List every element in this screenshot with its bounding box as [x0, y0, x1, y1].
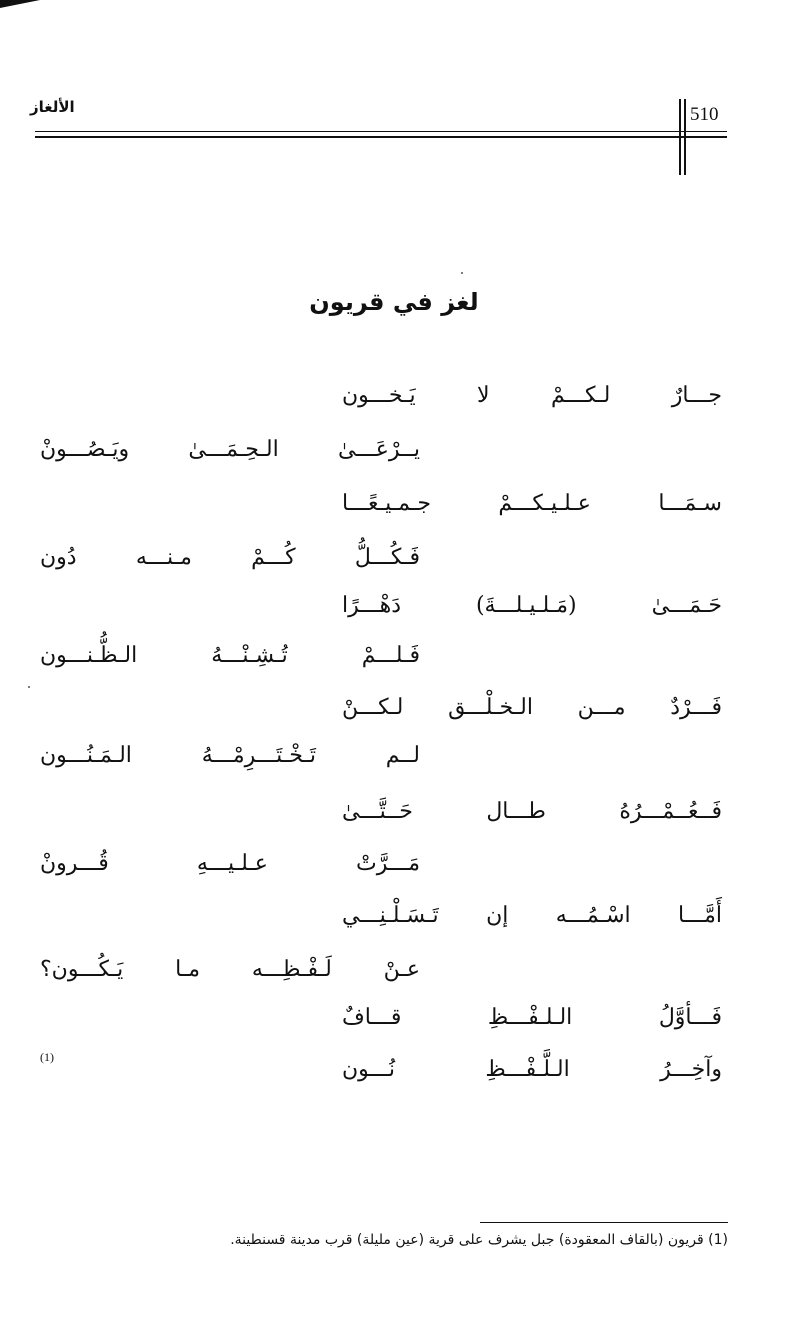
verse-line-8: لــم تَـخْـتَـــرِمْـــهُ الـمَـنُـــون	[40, 743, 420, 768]
scan-speck	[461, 272, 463, 274]
header-rule	[35, 131, 727, 132]
page-corner-mark	[0, 0, 40, 8]
footnote-marker: (1)	[40, 1050, 54, 1064]
verse-line-13: فَـــأوَّلُ الـلـفْـــظِ قـــافٌ	[342, 1005, 722, 1030]
scan-speck	[28, 686, 30, 688]
verse-line-3: سـمَـــا عـلـيـكـــمْ جـمـيـعًـــا	[342, 491, 722, 516]
verse-line-11: أَمَّـــا اسْـمُـــه إن تَـسَـلْـنِـــي	[342, 903, 722, 928]
verse-line-9: فَــعُــمْـــرُهُ طـــال حَــتَّـــىٰ	[342, 799, 722, 824]
footnote-text: (1) قريون (بالقاف المعقودة) جبل يشرف على قرية (عين مليلة) قرب مدينة قسنطينة.	[230, 1232, 728, 1248]
verse-line-5: حَـمَـــىٰ (مَـلـيـلـــةَ) دَهْـــرًا	[342, 593, 722, 618]
verse-line-12: عـنْ لَـفْـظِـــه مـا يَـكُـــون؟	[40, 957, 420, 982]
verse-line-7: فَـــرْدٌ مـــن الـخـلْـــق لـكـــنْ	[342, 695, 722, 720]
verse-line-1: جـــارٌ لـكـــمْ لا يَـخـــون	[342, 383, 722, 408]
header-rule-thick	[35, 136, 727, 138]
verse-line-10: مَـــرَّتْ عـلـيـــهِ قُـــرونْ	[40, 851, 420, 876]
verse-line-2: يــرْعَـــىٰ الـحِـمَـــىٰ ويَـصُـــونْ	[40, 437, 420, 462]
running-title: الألغاز	[30, 98, 75, 116]
verse-line-14: وآخِـــرُ الـلَّـفْـــظِ نُـــون	[342, 1057, 722, 1082]
poem-title: لغز في قريون	[309, 288, 479, 316]
verse-line-6: فَـلـــمْ تُـشِـنْـــهُ الـظُّـنـــون	[40, 643, 420, 668]
page-number: 510	[690, 104, 719, 125]
verse-line-4: فَـكُـــلُّ كُـــمْ مـنـــه دُون	[40, 545, 420, 570]
footnote-rule	[480, 1222, 728, 1223]
